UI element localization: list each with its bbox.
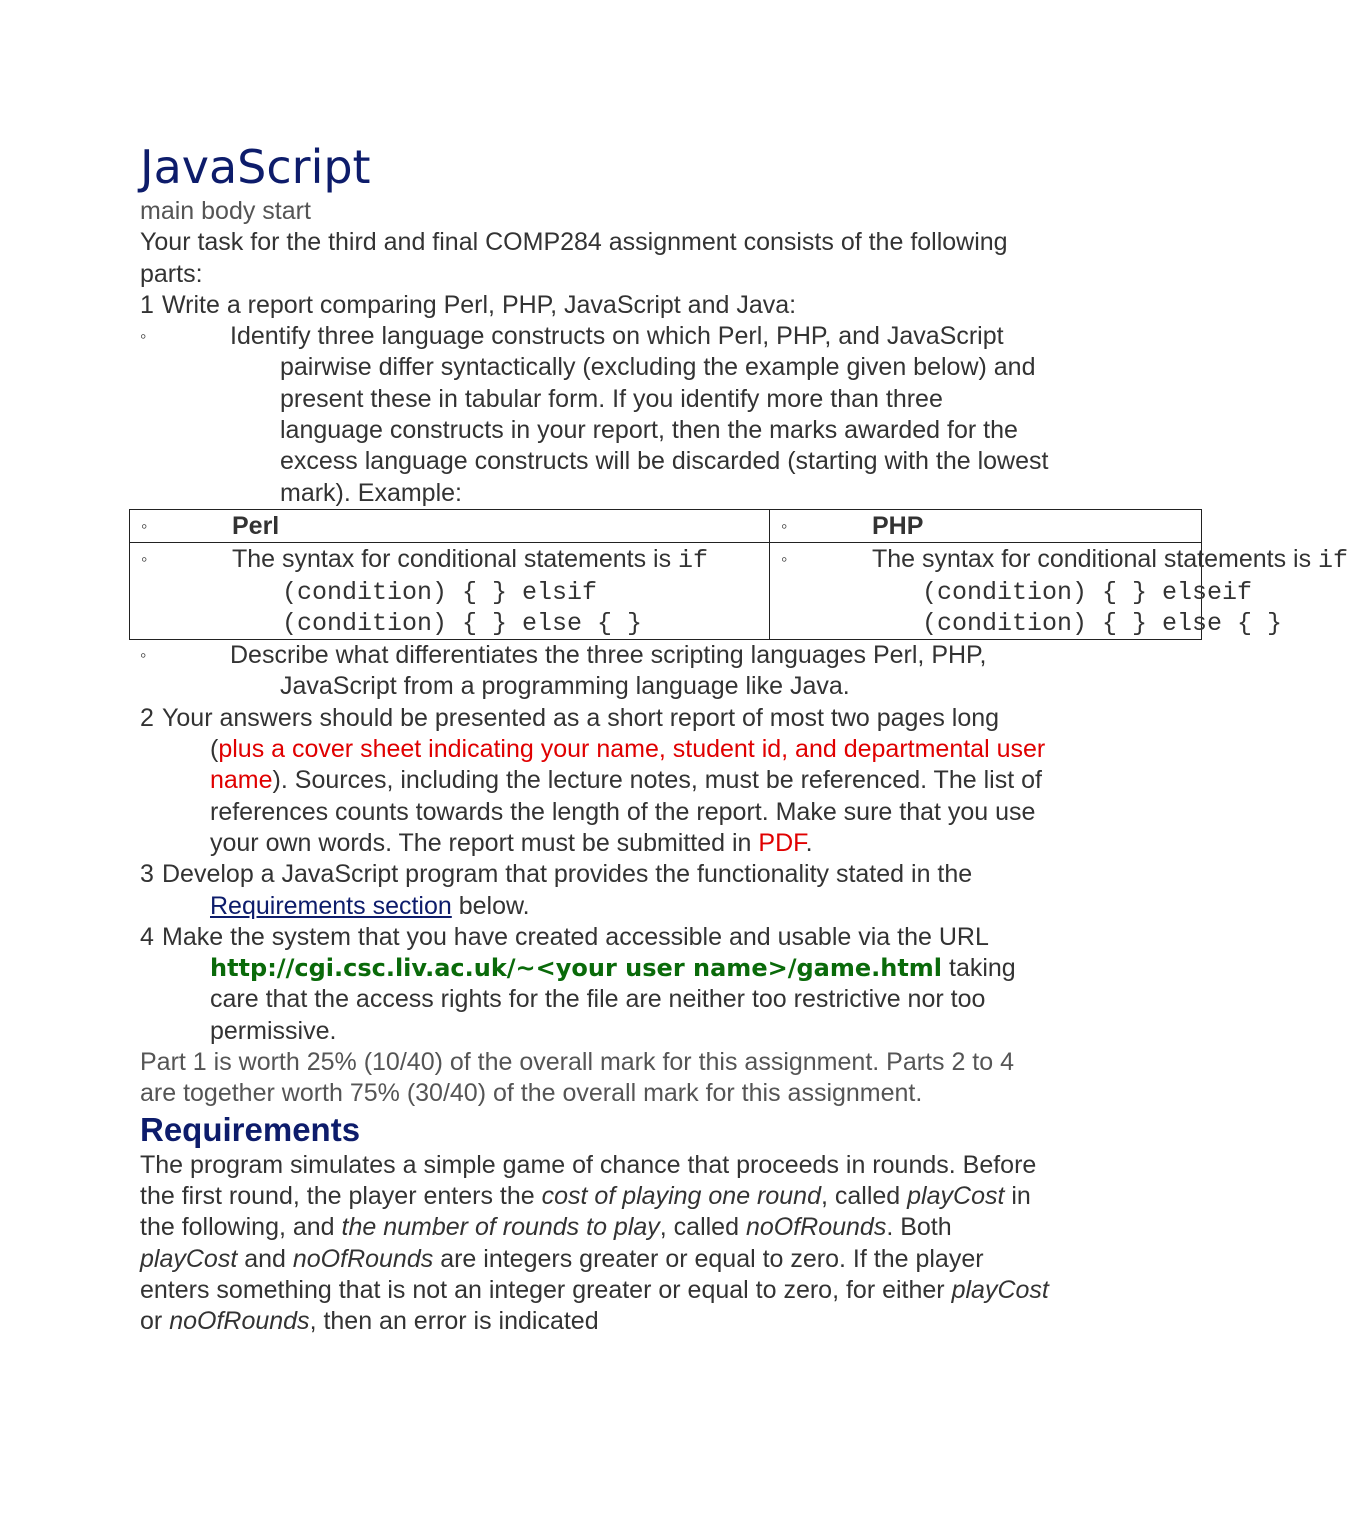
item-text: taking care that the access rights for the file are neither too restrictive nor too permissive. — [210, 954, 1016, 1045]
bullet-text: Identify three language constructs on which Perl, PHP, and JavaScript pairwise differ syntactically (excluding the example given below) and present these in tabular form. If you identify more than three language constructs in your report, then the marks awarded for the excess language constructs will be discarded (starting with the lowest mark). Example: — [230, 322, 1049, 507]
item-text: . — [805, 828, 813, 857]
cell-code: (condition) { } elseif — [922, 577, 1253, 607]
bullet-icon: ◦ — [141, 549, 148, 570]
italic-term: the number of rounds to play — [341, 1213, 660, 1242]
item-text: Develop a JavaScript program that provides the functionality stated in the — [162, 860, 973, 889]
table-row — [130, 543, 1202, 640]
requirements-paragraph — [140, 1150, 1050, 1338]
bullet-icon: ◦ — [141, 515, 148, 536]
list-item-4 — [140, 922, 1050, 1047]
bullet-text: Describe what differentiates the three scripting languages Perl, PHP, JavaScript from a programming language like Java. — [230, 641, 987, 701]
text-run: in the following, and — [140, 1181, 1031, 1242]
marks-note: Part 1 is worth 25% (10/40) of the overall mark for this assignment. Parts 2 to 4 are together worth 75% (30/40) of the overall mark for this assignment. — [140, 1048, 1014, 1108]
sub-bullet-constructs — [140, 321, 1050, 509]
italic-term: noOfRounds — [745, 1213, 887, 1242]
italic-term: noOfRounds — [169, 1307, 310, 1336]
bullet-icon: ◦ — [781, 515, 788, 536]
item-text: below. — [451, 891, 530, 920]
header-php: PHP — [872, 511, 924, 540]
comparison-table — [129, 509, 1348, 640]
bullet-icon: ◦ — [140, 326, 147, 347]
table-header-row — [130, 509, 1202, 542]
item-text: Your answers should be presented as a short report of most two pages long ( — [162, 703, 1000, 764]
list-item-3 — [140, 859, 1050, 922]
table-header-cell — [130, 509, 770, 542]
bullet-icon: ◦ — [781, 549, 788, 570]
text-run: The program simulates a simple game of chance that proceeds in rounds. Before the first round, the player enters the — [140, 1150, 1037, 1210]
item-number: 4 — [140, 922, 154, 951]
cell-code: if — [678, 546, 709, 576]
text-run: . Both — [886, 1213, 952, 1242]
text-run: , called — [820, 1181, 908, 1210]
cell-text: The syntax for conditional statements is — [232, 545, 679, 574]
item-text: ). Sources, including the lecture notes, must be referenced. The list of references counts towards the length of the report. Make sure that you use your own words. The report must be submitted in — [210, 766, 1042, 857]
italic-term: noOfRounds — [292, 1244, 434, 1273]
text-run: and — [237, 1244, 293, 1273]
cell-code: (condition) { } else { } — [922, 608, 1283, 638]
item-number: 2 — [140, 703, 154, 732]
item-text: Write a report comparing Perl, PHP, JavaScript and Java: — [162, 290, 797, 319]
cell-code: (condition) { } elsif — [282, 577, 598, 607]
subtitle: main body start — [140, 197, 311, 225]
cell-code: (condition) { } else { } — [282, 608, 643, 638]
text-run: , then an error is indicated — [309, 1307, 599, 1336]
table-cell-php — [770, 543, 1348, 640]
intro-paragraph: Your task for the third and final COMP284 assignment consists of the following parts: — [140, 228, 1008, 288]
header-perl: Perl — [232, 511, 280, 540]
text-run: , called — [659, 1213, 746, 1242]
pdf-highlight: PDF — [758, 828, 806, 857]
text-run: are integers greater or equal to zero. If the player enters something that is not an integer greater or equal to zero, for either — [140, 1244, 984, 1304]
table-cell-perl — [130, 543, 770, 640]
italic-term: cost of playing one round — [541, 1181, 821, 1210]
text-run: or — [140, 1307, 170, 1336]
italic-term: playCost — [907, 1181, 1005, 1210]
cell-text: The syntax for conditional statements is — [872, 545, 1319, 574]
italic-term: playCost — [951, 1275, 1049, 1304]
item-number: 1 — [140, 290, 154, 319]
sub-bullet-differentiates — [140, 640, 1050, 703]
page-title: JavaScript — [140, 140, 371, 194]
document-page — [140, 138, 1348, 1337]
highlight-text: plus a cover sheet indicating your name, student id, and departmental user name — [210, 735, 1046, 795]
list-item-1 — [140, 290, 1050, 321]
requirements-link[interactable]: Requirements section — [210, 891, 452, 920]
item-text: Make the system that you have created accessible and usable via the URL — [162, 922, 988, 951]
game-url: http://cgi.csc.liv.ac.uk/~<your user name>/game.html — [210, 954, 943, 983]
table-header-cell — [770, 509, 1202, 542]
cell-code: if — [1318, 546, 1348, 576]
requirements-heading: Requirements — [140, 1110, 361, 1148]
item-number: 3 — [140, 860, 154, 889]
bullet-icon: ◦ — [140, 645, 147, 666]
list-item-2 — [140, 703, 1050, 859]
italic-term: playCost — [140, 1244, 238, 1273]
